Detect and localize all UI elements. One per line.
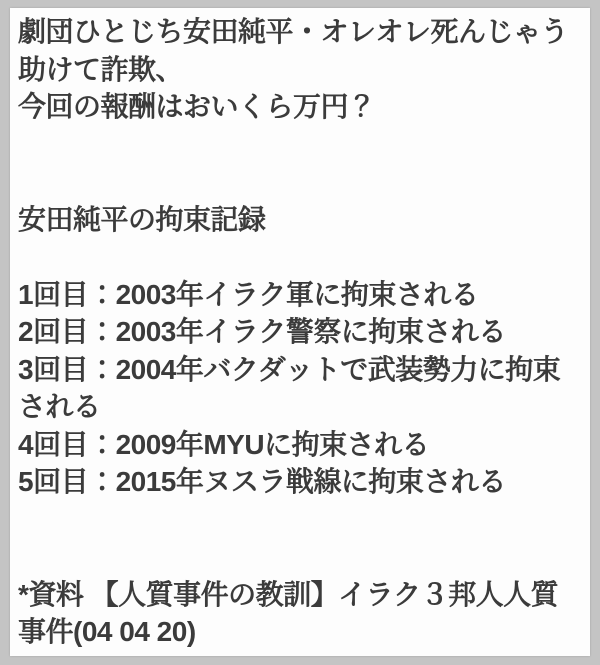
section-heading-block	[18, 201, 584, 239]
note-card	[10, 8, 590, 656]
record-line: 4回目：2009年MYUに拘束される	[18, 428, 430, 460]
footnote-paragraph	[18, 576, 584, 651]
intro-line: 劇団ひとじち安田純平・オレオレ死んじゃう	[18, 16, 569, 47]
record-line: 5回目：2015年ヌスラ戦線に拘束される	[18, 466, 506, 497]
intro-paragraph	[18, 13, 584, 126]
record-line: 2回目：2003年イラク警察に拘束される	[18, 316, 506, 347]
intro-line: 助けて詐欺、	[18, 53, 184, 85]
footnote-line: *資料 【人質事件の教訓】イラク３邦人人質	[18, 578, 559, 610]
record-line: 1回目：2003年イラク軍に拘束される	[18, 278, 479, 310]
intro-line: 今回の報酬はおいくら万円？	[18, 91, 376, 122]
section-heading: 安田純平の拘束記録	[18, 203, 266, 235]
footnote-line: 事件(04 04 20)	[18, 616, 196, 647]
detention-record-list	[18, 276, 584, 501]
record-line-wrap: される	[18, 391, 101, 422]
record-line: 3回目：2004年バクダットで武装勢力に拘束	[18, 353, 561, 385]
